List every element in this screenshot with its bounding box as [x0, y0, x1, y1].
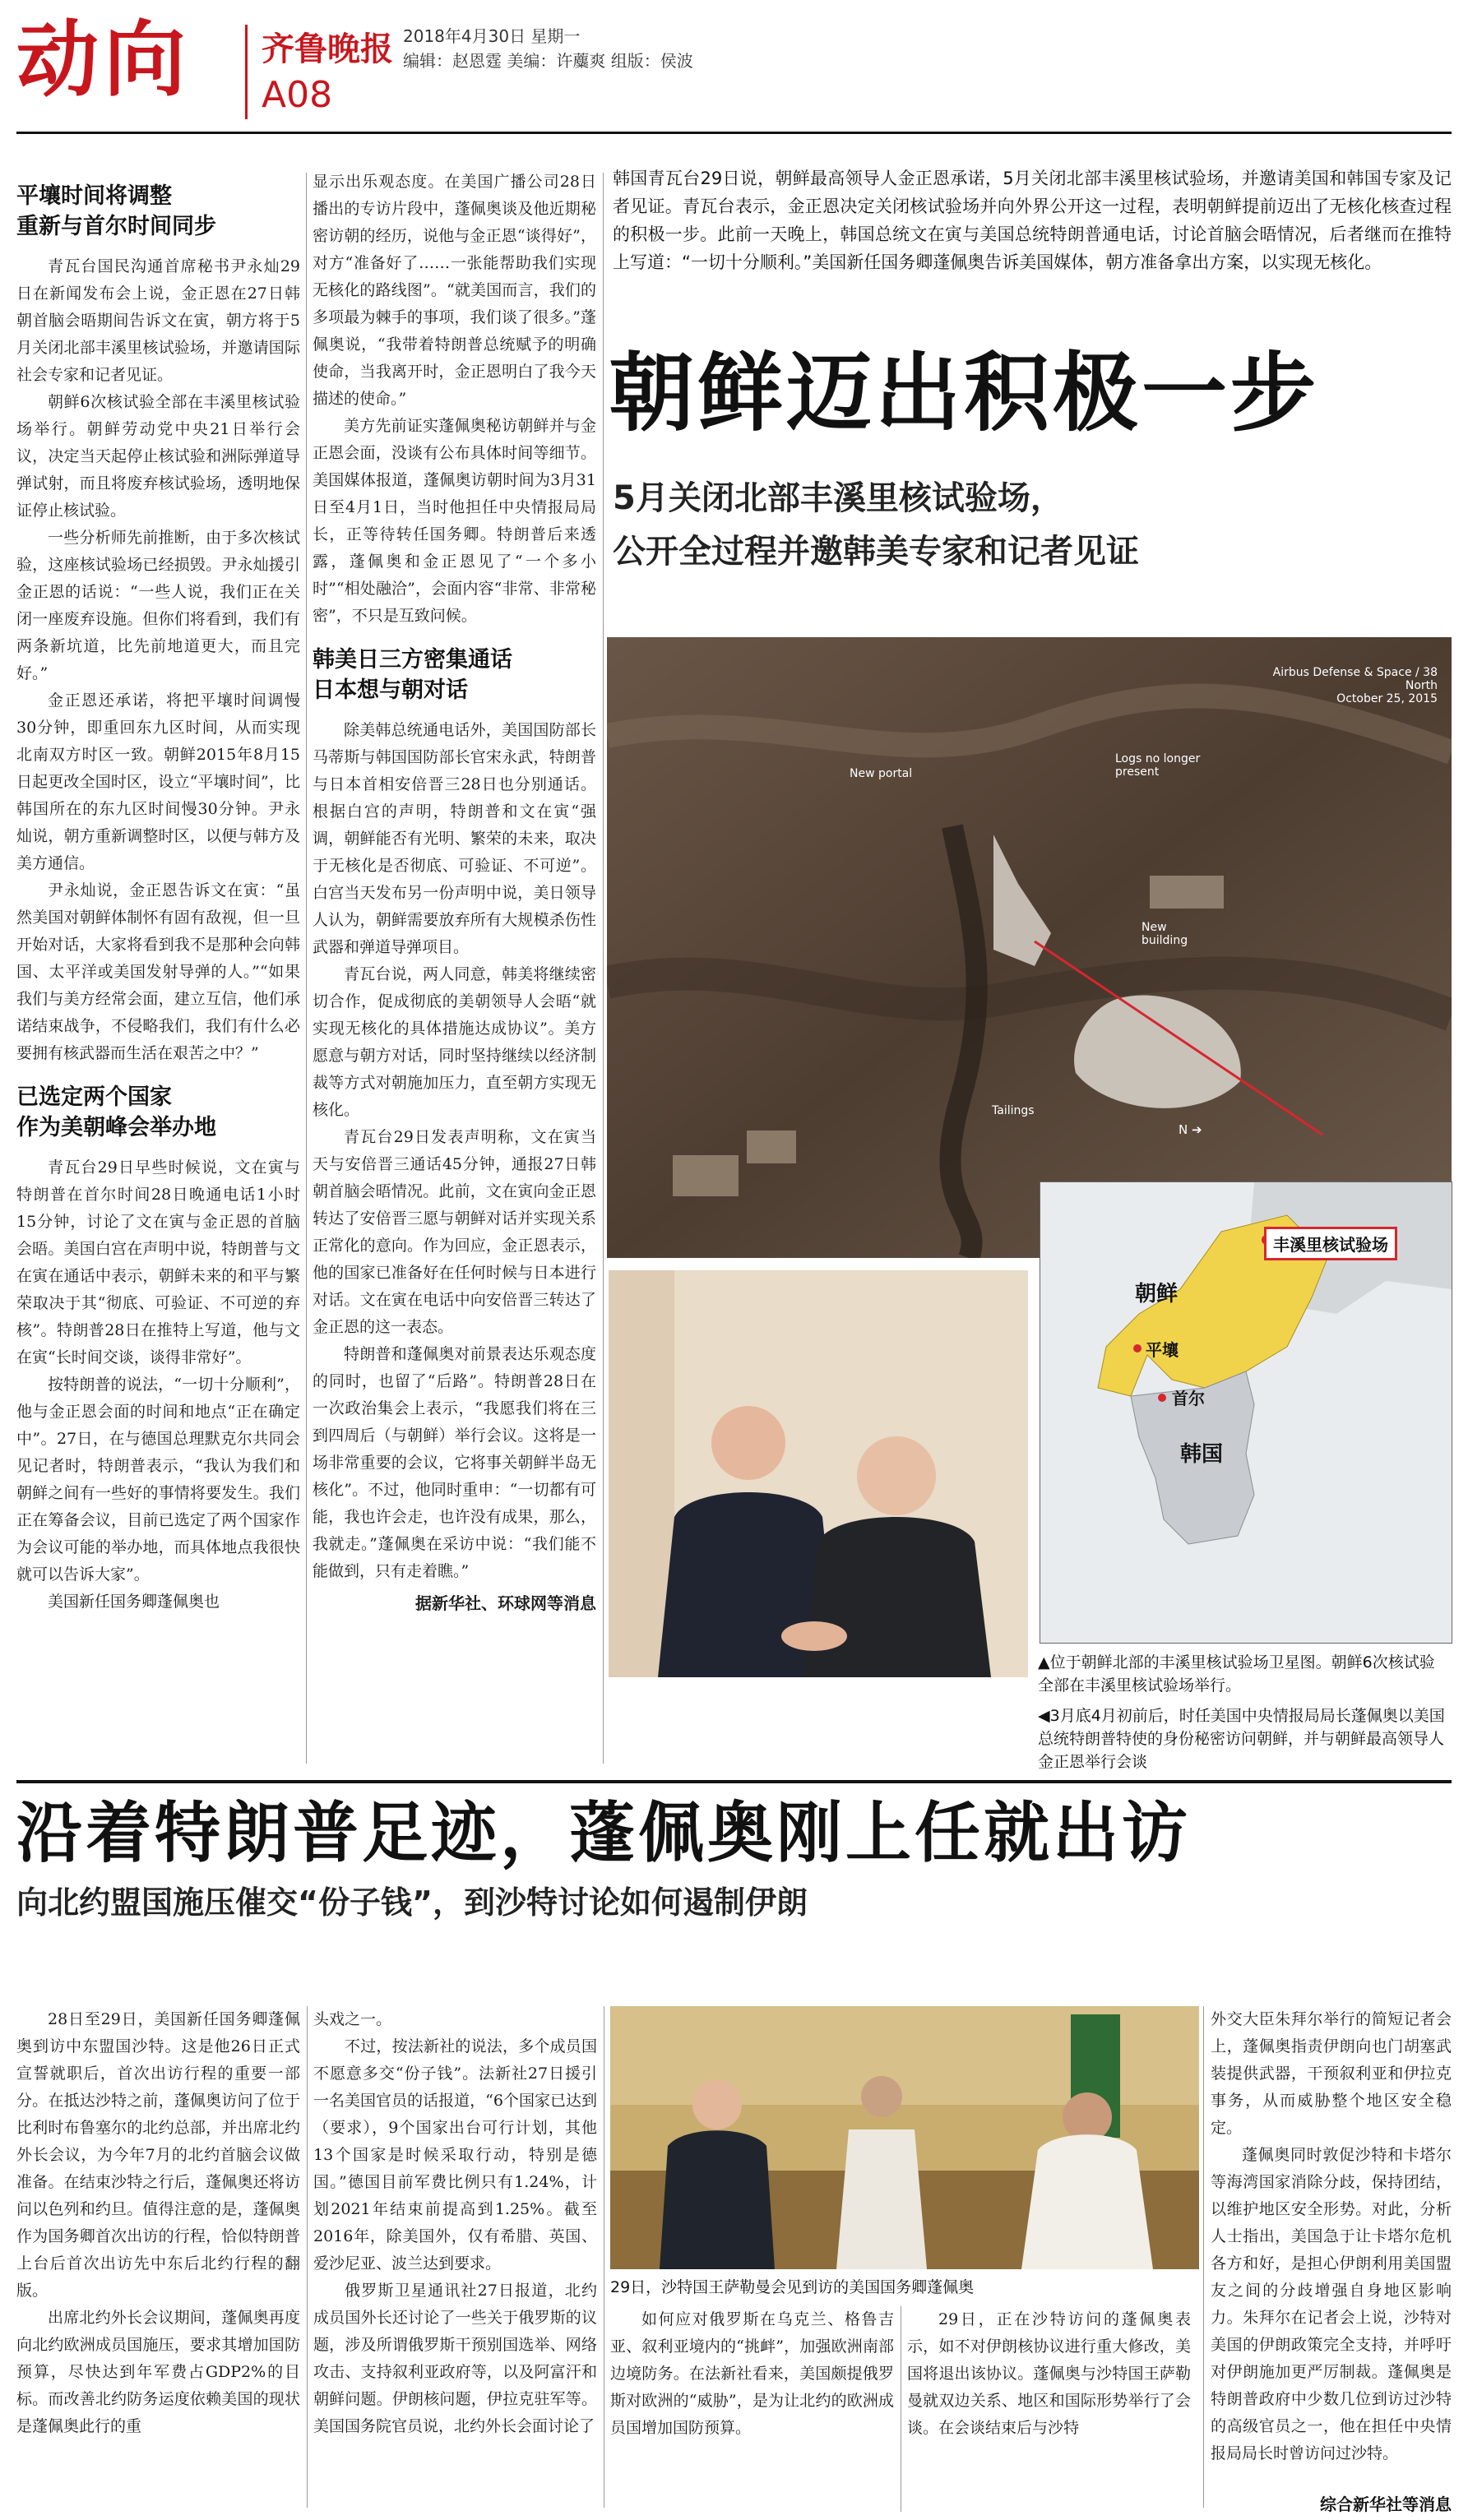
label-new-building: New building — [1142, 921, 1188, 947]
bottom-col-1 — [16, 2006, 300, 2516]
paragraph: 一些分析师先前推断，由于多次核试验，这座核试验场已经损毁。尹永灿援引金正恩的话说：“一些人说，我们正在关闭一座废弃设施。但你们将看到，我们有两条新坑道，比先前地道更大，而且完好。” — [16, 529, 300, 682]
paragraph: 尹永灿说，金正恩告诉文在寅：“虽然美国对朝鲜体制怀有固有敌视，但一旦开始对话，大家将看到我不是那种会向韩国、太平洋或美国发射导弹的人。”“如果我们与美方经常会面，建立互信，他们承诺结束战争，不侵略我们，我们有什么必要拥有核武器而生活在艰苦之中？” — [16, 881, 300, 1062]
page-number: A08 — [262, 74, 333, 116]
paragraph: 俄罗斯卫星通讯社27日报道，北约成员国外长还讨论了一些关于俄罗斯的议题，涉及所谓俄罗斯干预别国选举、网络攻击、支持叙利亚政府等，以及阿富汗和朝鲜问题。伊朗核问题，伊拉克驻军等。美国国务院官员说，北约外长会面讨论了 — [313, 2282, 597, 2435]
caption-saudi-photo: 29日，沙特国王萨勒曼会见到访的美国国务卿蓬佩奥 — [610, 2278, 975, 2296]
headline-trilateral-calls: 韩美日三方密集通话 日本想与朝对话 — [313, 647, 512, 703]
source-note: 据新华社、环球网等消息 — [415, 1593, 596, 1613]
caption-map: ▲位于朝鲜北部的丰溪里核试验场卫星图。朝鲜6次核试验全部在丰溪里核试验场举行。 — [1038, 1653, 1435, 1695]
editor-credits: 编辑：赵恩霆 美编：许蘪爽 组版：侯波 — [403, 51, 693, 71]
satellite-image — [607, 637, 1452, 1258]
paragraph: 头戏之一。 — [313, 2010, 392, 2028]
feature-subtitle-1: 5月关闭北部丰溪里核试验场， — [613, 479, 1063, 517]
paragraph: 29日，正在沙特访问的蓬佩奥表示，如不对伊朗核协议进行重大修改，美国将退出该协议。蓬佩奥与沙特国王萨勒曼就双边关系、地区和国际形势举行了会谈。在会谈结束后与沙特 — [907, 2310, 1191, 2437]
section-title: 动向 — [16, 12, 191, 108]
bottom-col-5 — [1211, 2006, 1452, 2491]
column-divider — [1203, 2006, 1204, 2508]
paragraph: 金正恩还承诺，将把平壤时间调慢30分钟，即重回东九区时间，从而实现北南双方时区一致。朝鲜2015年8月15日起更改全国时区，设立“平壤时间”，比韩国所在的东九区时间慢30分钟。尹永灿说，朝方重新调整时区，以便与韩方及美方通信。 — [16, 691, 300, 872]
satellite-terrain — [607, 637, 1452, 1258]
bottom-col-3 — [610, 2306, 894, 2516]
paragraph: 朝鲜6次核试验全部在丰溪里核试验场举行。朝鲜劳动党中央21日举行会议，决定当天起停止核试验和洲际弹道导弹试射，而且将废弃核试验场，透明地保证停止核试验。 — [16, 393, 300, 520]
headline-pyongyang-time: 平壤时间将调整 重新与首尔时间同步 — [16, 183, 216, 239]
bottom-source-note: 综合新华社等消息 — [1320, 2495, 1452, 2514]
headline-summit-venue: 已选定两个国家 作为美朝峰会举办地 — [16, 1084, 216, 1140]
photo-salman-pompeo — [610, 2006, 1199, 2269]
paragraph: 美方先前证实蓬佩奥秘访朝鲜并与金正恩会面，没谈有公布具体时间等细节。美国媒体报道，蓬佩奥访朝时间为3月31日至4月1日，当时他担任中央情报局局长，正等待转任国务卿。特朗普后来透露，蓬佩奥和金正恩见了“一个多小时”“相处融洽”，会面内容“非常、非常秘密”，不只是互致问候。 — [313, 417, 596, 625]
caption-photo: ◀3月底4月初前后，时任美国中央情报局局长蓬佩奥以美国总统特朗普特使的身份秘密访问朝鲜，并与朝鲜最高领导人金正恩举行会谈 — [1038, 1707, 1445, 1771]
bottom-headline: 沿着特朗普足迹，蓬佩奥刚上任就出访 — [16, 1795, 1191, 1871]
satellite-credit — [1240, 666, 1438, 705]
photo-scene — [610, 2006, 1199, 2269]
paragraph: 特朗普和蓬佩奥对前景表达乐观态度的同时，也留了“后路”。特朗普28日在一次政治集会上表示，“我愿我们将在三到四周后（与朝鲜）举行会议。这将是一场非常重要的会议，它将事关朝鲜半岛无核化”。不过，他同时重申：“一切都有可能，我也许会走，也许没有成果，那么，我就走。”蓬佩奥在采访中说：“我们能不能做到，只有走着瞧。” — [313, 1345, 596, 1580]
satellite-credit-line2: October 25, 2015 — [1336, 692, 1438, 705]
paper-name: 齐鲁晚报 — [262, 30, 393, 68]
map-label-dprk: 朝鲜 — [1135, 1282, 1179, 1306]
paragraph: 28日至29日，美国新任国务卿蓬佩奥到访中东盟国沙特。这是他26日正式宣誓就职后，首次出访行程的重要一部分。在抵达沙特之前，蓬佩奥访问了位于比利时布鲁塞尔的北约总部，并出席北约外长会议，为今年7月的北约首脑会议做准备。在结束沙特之行后，蓬佩奥还将访问以色列和约旦。值得注意的是，蓬佩奥作为国务卿首次出访的行程，恰似特朗普上台后首次出访先中东后北约行程的翻版。 — [16, 2010, 300, 2300]
column-divider — [307, 2006, 308, 2508]
photo-figures — [609, 1270, 1028, 1677]
photo-pompeo-kim — [609, 1270, 1028, 1677]
map-label-seoul: 首尔 — [1172, 1389, 1205, 1408]
bottom-col-2 — [313, 2006, 597, 2516]
paragraph: 外交大臣朱拜尔举行的简短记者会上，蓬佩奥指责伊朗向也门胡塞武装提供武器，干预叙利亚和伊拉克事务，从而威胁整个地区安全稳定。 — [1211, 2010, 1452, 2137]
bottom-col-4 — [907, 2306, 1191, 2516]
map-label-pyongyang: 平壤 — [1146, 1340, 1179, 1360]
paragraph: 青瓦台说，两人同意，韩美将继续密切合作，促成彻底的美朝领导人会晤“就实现无核化的具体措施达成协议”。美方愿意与朝方对话，同时坚持继续以经济制裁等方式对朝施加压力，直至朝方实现无核化。 — [313, 965, 596, 1119]
paragraph: 出席北约外长会议期间，蓬佩奥再度向北约欧洲成员国施压，要求其增加国防预算，尽快达到年军费占GDP2%的目标。而改善北约防务运度依赖美国的现状是蓬佩奥此行的重 — [16, 2309, 300, 2435]
paragraph: 如何应对俄罗斯在乌克兰、格鲁吉亚、叙利亚境内的“挑衅”，加强欧洲南部边境防务。在法新社看来，美国颇提俄罗斯对欧洲的“威胁”，是为让北约的欧洲成员国增加国防预算。 — [610, 2310, 894, 2437]
left-column — [16, 181, 300, 1772]
map-label-rok: 韩国 — [1180, 1442, 1224, 1467]
feature-subtitle-2: 公开全过程并邀韩美专家和记者见证 — [613, 533, 1139, 571]
paragraph: 显示出乐观态度。在美国广播公司28日播出的专访片段中，蓬佩奥谈及他近期秘密访朝的经历，说他与金正恩“谈得好”，对方“准备好了……一张能帮助我们实现无核化的路线图”。“就美国而言，我们的多项最为棘手的事项，我们谈了很多。”蓬佩奥说，“我带着特朗普总统赋予的明确使命，当我离开时，金正恩明白了我今天描述的使命。” — [313, 173, 596, 408]
bottom-subtitle: 向北约盟国施压催交“份子钱”，到沙特讨论如何遏制伊朗 — [16, 1884, 808, 1921]
label-logs: Logs no longer present — [1115, 752, 1201, 779]
masthead-divider — [245, 25, 248, 119]
paragraph: 青瓦台国民沟通首席秘书尹永灿29日在新闻发布会上说，金正恩在27日韩朝首脑会晤期间告诉文在寅，朝方将于5月关闭北部丰溪里核试验场，并邀请国际社会专家和记者见证。 — [16, 257, 300, 384]
paragraph: 青瓦台29日早些时候说，文在寅与特朗普在首尔时间28日晚通电话1小时15分钟，讨论了文在寅与金正恩的首脑会晤。美国白宫在声明中说，特朗普与文在寅在通话中表示，朝鲜未来的和平与繁荣取决于其“彻底、可验证、不可逆的弃核”。特朗普28日在推特上写道，他与文在寅“长时间交谈，谈得非常好”。 — [16, 1158, 300, 1366]
label-new-portal: New portal — [850, 767, 913, 780]
feature-lead: 韩国青瓦台29日说，朝鲜最高领导人金正恩承诺，5月关闭北部丰溪里核试验场，并邀请美国和韩国专家及记者见证。青瓦台表示，金正恩决定关闭核试验场并向外界公开这一过程，表明朝鲜提前迈出了无核化核查过程的积极一步。此前一天晚上，韩国总统文在寅与美国总统特朗普通电话，讨论首脑会晤情况，后者继而在推特上写道：“一切十分顺利。”美国新任国务卿蓬佩奥告诉美国媒体，朝方准备拿出方案，以实现无核化。 — [613, 169, 1452, 272]
masthead — [0, 0, 1468, 140]
north-arrow-icon: N ➔ — [1179, 1122, 1202, 1137]
inset-map — [1040, 1181, 1452, 1644]
paragraph: 不过，按法新社的说法，多个成员国不愿意多交“份子钱”。法新社27日援引一名美国官员的话报道，“6个国家已达到（要求），9个国家出台可行计划，其他13个国家是时候采取行动，特别是德国。”德国目前军费比例只有1.24%，计划2021年结束前提高到1.25%。截至2016年，除美国外，仅有希腊、英国、爱沙尼亚、波兰达到要求。 — [313, 2037, 597, 2273]
north-label: N — [1179, 1122, 1188, 1137]
column-divider — [603, 173, 604, 1764]
section-rule — [16, 1780, 1452, 1783]
middle-column — [313, 169, 596, 1772]
column-divider — [306, 173, 307, 1764]
paragraph: 除美韩总统通电话外，美国国防部长马蒂斯与韩国国防部长官宋永武，特朗普与日本首相安倍晋三28日也分别通话。根据白宫的声明，特朗普和文在寅“强调，朝鲜能否有光明、繁荣的未来，取决于无核化是否彻底、可验证、不可逆”。白宫当天发布另一份声明中说，美日领导人认为，朝鲜需要放弃所有大规模杀伤性武器和弹道导弹项目。 — [313, 721, 596, 956]
paragraph: 按特朗普的说法，“一切十分顺利”，他与金正恩会面的时间和地点“正在确定中”。27日，在与德国总理默克尔共同会见记者时，特朗普表示，“我认为我们和朝鲜之间有一些好的事情将要发生。我们正在筹备会议，目前已选定了两个国家作为会议可能的举办地，而具体地点我很快就可以告诉大家”。 — [16, 1376, 300, 1584]
masthead-rule — [16, 132, 1452, 134]
map-label-site: 丰溪里核试验场 — [1264, 1227, 1397, 1260]
paragraph: 蓬佩奥同时敦促沙特和卡塔尔等海湾国家消除分歧，保持团结，以维护地区安全形势。对此，分析人士指出，美国急于让卡塔尔危机各方和好，是担心伊朗利用美国盟友之间的分歧增强自身地区影响力。朱拜尔在记者会上说，沙特对美国的伊朗政策完全支持，并呼吁对伊朗施加更严厉制裁。蓬佩奥是特朗普政府中少数几位到访过沙特的高级官员之一，他在担任中央情报局局长时曾访问过沙特。 — [1211, 2146, 1452, 2462]
satellite-credit-line1: Airbus Defense & Space / 38 North — [1272, 666, 1438, 692]
feature-headline: 朝鲜迈出积极一步 — [609, 343, 1320, 443]
paragraph: 美国新任国务卿蓬佩奥也 — [48, 1593, 220, 1611]
date-line: 2018年4月30日 星期一 — [403, 26, 581, 46]
label-tailings: Tailings — [992, 1104, 1035, 1117]
paragraph: 青瓦台29日发表声明称，文在寅当天与安倍晋三通话45分钟，通报27日韩朝首脑会晤情况。此前，文在寅向金正恩转达了安倍晋三愿与朝鲜对话并实现关系正常化的意向。作为回应，金正恩表示，他的国家已准备好在任何时候与日本进行对话。文在寅在电话中向安倍晋三转达了金正恩的这一表态。 — [313, 1128, 596, 1336]
